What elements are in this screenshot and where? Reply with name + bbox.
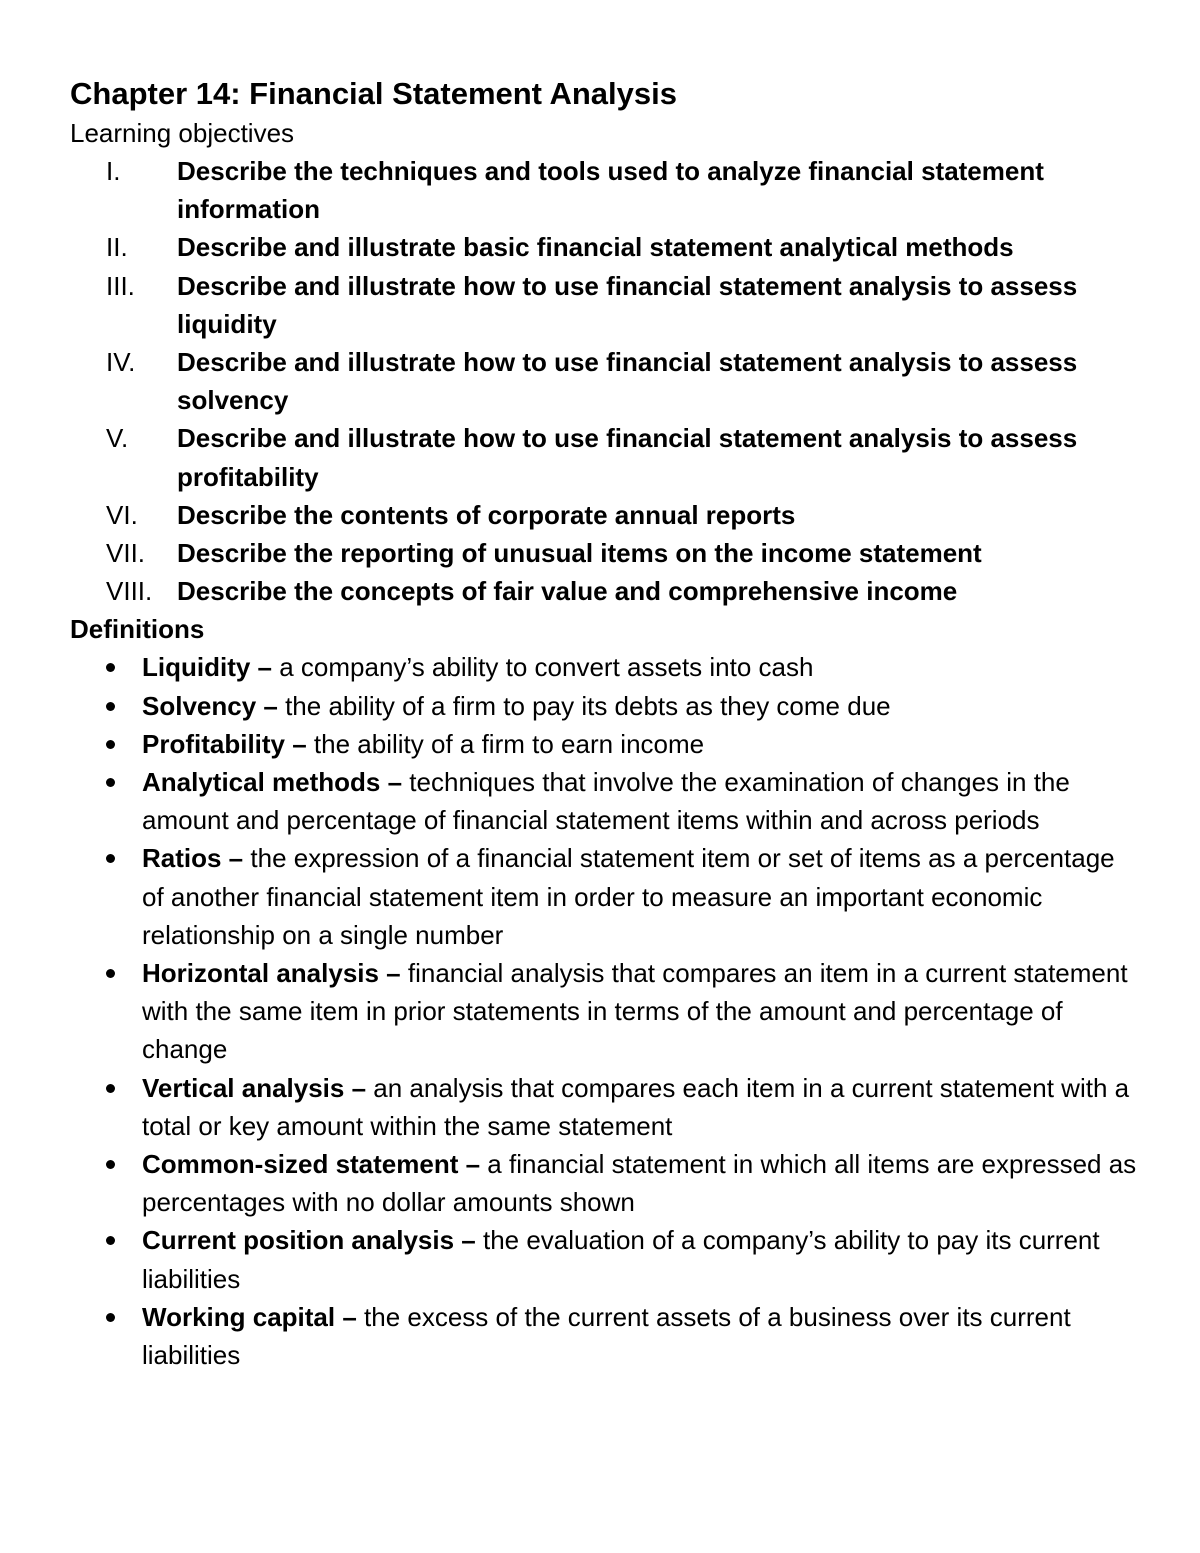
bullet-icon — [70, 687, 142, 725]
definition-body — [142, 1145, 1140, 1221]
definition-term: Horizontal analysis – — [142, 958, 401, 989]
definition-term: Current position analysis – — [142, 1225, 476, 1256]
objective-number: VI. — [106, 499, 138, 530]
definition-item — [70, 1069, 1140, 1145]
definition-item — [70, 1221, 1140, 1297]
definitions-heading: Definitions — [70, 614, 205, 645]
bullet-icon — [70, 1069, 142, 1145]
definition-text: the ability of a firm to pay its debts as they come due — [277, 690, 891, 721]
definition-body — [142, 648, 1140, 686]
bullet-icon — [70, 763, 142, 839]
objective-number: III. — [106, 270, 135, 301]
objective-text: Describe the contents of corporate annual reports — [177, 499, 796, 530]
bullet-icon — [70, 839, 142, 954]
objective-text: Describe the techniques and tools used to analyze financial statement information — [177, 156, 1044, 225]
objectives-list — [70, 152, 1140, 610]
document-page — [70, 74, 1140, 1374]
definition-body — [142, 954, 1140, 1069]
definition-term: Common-sized statement – — [142, 1149, 481, 1180]
definition-text: financial analysis that compares an item in a current statement with the same item in prior statements in terms of the amount and percentage of change — [142, 958, 1128, 1065]
definition-term: Solvency – — [142, 690, 278, 721]
definition-term: Profitability – — [142, 728, 307, 759]
definition-item — [70, 648, 1140, 686]
bullet-icon — [70, 1298, 142, 1374]
objective-item — [70, 496, 1140, 534]
objective-number: I. — [106, 156, 121, 186]
definition-body — [142, 687, 1140, 725]
bullet-icon — [70, 648, 142, 686]
definition-text: a financial statement in which all items are expressed as percentages with no dollar amounts shown — [142, 1149, 1137, 1218]
objective-text: Describe the reporting of unusual items on the income statement — [177, 538, 982, 569]
definition-item — [70, 763, 1140, 839]
definition-item — [70, 839, 1140, 954]
objective-item — [70, 152, 1140, 228]
objective-item — [70, 228, 1140, 266]
definition-term: Analytical methods – — [142, 767, 403, 798]
definition-term: Liquidity – — [142, 652, 272, 683]
objective-number: II. — [106, 232, 128, 263]
definition-item — [70, 1145, 1140, 1221]
definition-text: a company’s ability to convert assets into cash — [272, 652, 814, 683]
definition-body — [142, 1298, 1140, 1374]
objective-number: IV. — [106, 347, 136, 378]
objective-text: Describe the concepts of fair value and comprehensive income — [177, 576, 958, 607]
bullet-icon — [70, 725, 142, 763]
objective-item — [70, 534, 1140, 572]
definition-item — [70, 954, 1140, 1069]
definition-text: the evaluation of a company’s ability to pay its current liabilities — [142, 1225, 1100, 1294]
page-title: Chapter 14: Financial Statement Analysis — [70, 76, 677, 111]
objective-text: Describe and illustrate how to use financial statement analysis to assess profitability — [177, 423, 1078, 492]
bullet-icon — [70, 954, 142, 1069]
definition-body — [142, 839, 1140, 954]
objective-text: Describe and illustrate how to use financial statement analysis to assess liquidity — [177, 270, 1078, 339]
objective-number: VIII. — [106, 576, 153, 607]
objective-item — [70, 343, 1140, 419]
objectives-heading: Learning objectives — [70, 118, 295, 148]
definition-item — [70, 1298, 1140, 1374]
definition-text: the expression of a financial statement item or set of items as a percentage of another financial statement item in order to measure an important economic relationship on a single number — [142, 843, 1115, 950]
objective-number: VII. — [106, 538, 146, 569]
objective-item — [70, 419, 1140, 495]
definition-item — [70, 725, 1140, 763]
objective-item — [70, 572, 1140, 610]
definition-body — [142, 1221, 1140, 1297]
bullet-icon — [70, 1145, 142, 1221]
definition-text: an analysis that compares each item in a current statement with a total or key amount within the same statement — [142, 1072, 1130, 1141]
definition-body — [142, 763, 1140, 839]
definition-term: Vertical analysis – — [142, 1072, 367, 1103]
definition-text: techniques that involve the examination of changes in the amount and percentage of financial statement items within and across periods — [142, 767, 1070, 836]
definition-text: the excess of the current assets of a business over its current liabilities — [142, 1301, 1071, 1371]
definition-text: the ability of a firm to earn income — [306, 728, 705, 759]
objective-text: Describe and illustrate basic financial statement analytical methods — [177, 232, 1014, 263]
definition-term: Ratios – — [142, 843, 244, 874]
definition-body — [142, 725, 1140, 763]
objective-text: Describe and illustrate how to use financial statement analysis to assess solvency — [177, 347, 1078, 416]
definition-body — [142, 1069, 1140, 1145]
bullet-icon — [70, 1221, 142, 1297]
objective-item — [70, 267, 1140, 343]
objective-number: V. — [106, 423, 129, 454]
definitions-list — [70, 648, 1140, 1374]
definition-item — [70, 687, 1140, 725]
definition-term: Working capital – — [142, 1301, 357, 1332]
